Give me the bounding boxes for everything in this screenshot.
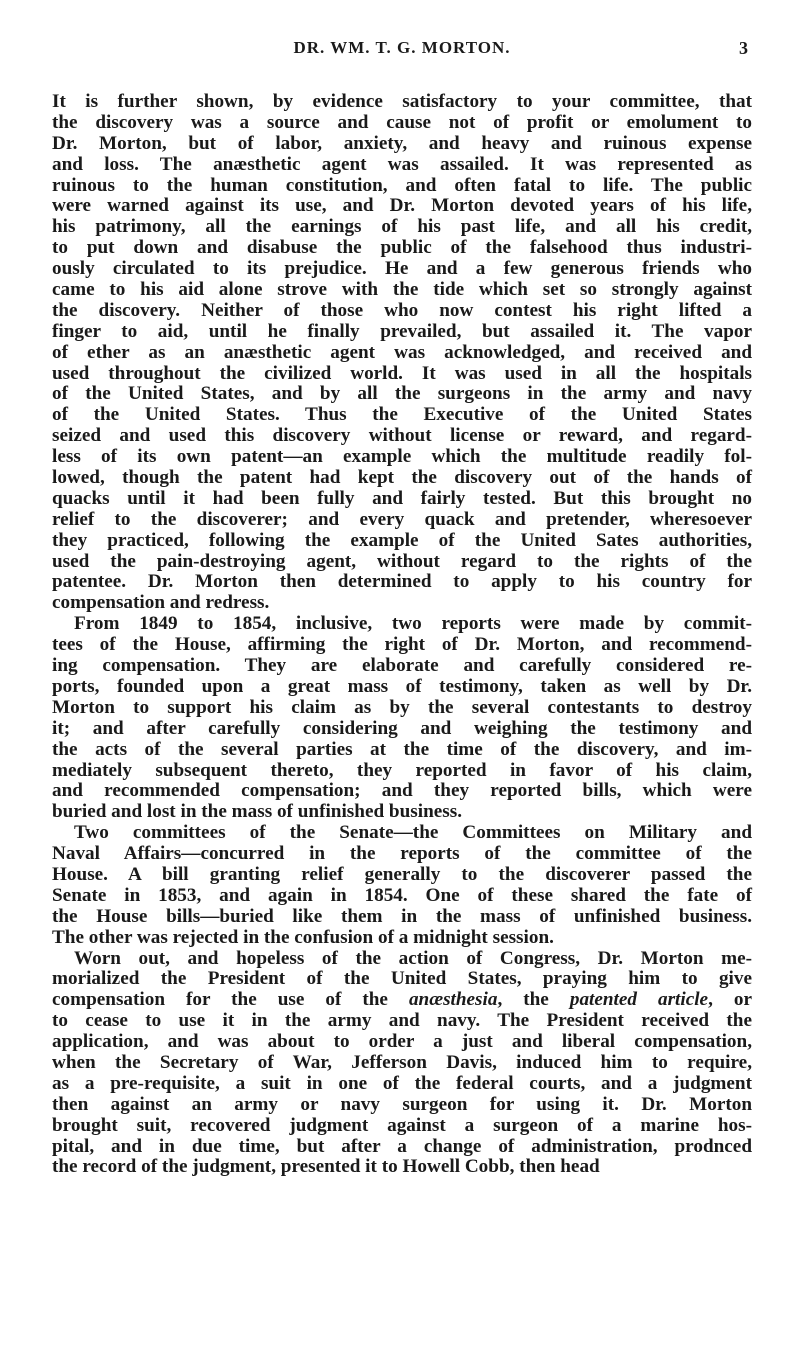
text-line: then against an army or navy surgeon for using it. Dr. Morton — [52, 1093, 752, 1115]
text-line: lowed, though the patent had kept the discovery out of the hands of — [52, 467, 752, 489]
text-line: From 1849 to 1854, inclusive, two reports were made by commit- — [74, 613, 752, 635]
text-line: used throughout the civilized world. It was used in all the hospitals — [52, 362, 752, 384]
text-line: patentee. Dr. Morton then determined to apply to his country for — [52, 571, 752, 593]
text-line: quacks until it had been fully and fairly tested. But this brought no — [52, 487, 752, 509]
text-line: the House bills—buried like them in the mass of unfinished business. — [52, 905, 752, 927]
text-line: to put down and disabuse the public of the falsehood thus industri- — [52, 237, 752, 259]
italic-term: anæsthesia — [408, 989, 498, 1011]
page-number: 3 — [739, 38, 748, 58]
text-line: The other was rejected in the confusion of a midnight session. — [52, 926, 554, 948]
text-line: finger to aid, until he finally prevailed, but assailed it. The vapor — [52, 320, 752, 342]
text-line: Dr. Morton, but of labor, anxiety, and heavy and ruinous expense — [52, 132, 752, 154]
text-line: his patrimony, all the earnings of his past life, and all his credit, — [52, 216, 752, 238]
text-line: Senate in 1853, and again in 1854. One of these shared the fate of — [52, 884, 752, 906]
body-text — [52, 92, 752, 1178]
text-line: as a pre-requisite, a suit in one of the federal courts, and a judgment — [52, 1072, 752, 1094]
text-line: ing compensation. They are elaborate and carefully considered re- — [52, 655, 752, 677]
text-line: less of its own patent—an example which the multitude readily fol- — [52, 446, 752, 468]
text-line: morialized the President of the United States, praying him to give — [52, 968, 752, 990]
page-header — [52, 38, 752, 66]
text-line: ously circulated to its prejudice. He and a few generous friends who — [52, 258, 752, 280]
text-line: application, and was about to order a just and liberal compensation, — [52, 1031, 752, 1053]
text-line: of the United States, and by all the surgeons in the army and navy — [52, 383, 752, 405]
text-line: used the pain-destroying agent, without regard to the rights of the — [52, 550, 752, 572]
paragraph — [52, 949, 752, 1179]
text-line: ruinous to the human constitution, and often fatal to life. The public — [52, 174, 752, 196]
text-line: came to his aid alone strove with the tide which set so strongly against — [52, 279, 752, 301]
text-line: the record of the judgment, presented it to Howell Cobb, then head — [52, 1156, 600, 1178]
text-line: the acts of the several parties at the time of the discovery, and im- — [52, 738, 752, 760]
text-line: Worn out, and hopeless of the action of Congress, Dr. Morton me- — [74, 947, 752, 969]
text-line: brought suit, recovered judgment against a surgeon of a marine hos- — [52, 1114, 752, 1136]
text-line: seized and used this discovery without license or reward, and regard- — [52, 425, 752, 447]
text-line: Two committees of the Senate—the Committees on Military and — [74, 822, 752, 844]
text-line: and recommended compensation; and they reported bills, which were — [52, 780, 752, 802]
text-line: to cease to use it in the army and navy. The President received the — [52, 1010, 752, 1032]
text-line: relief to the discoverer; and every quack and pretender, wheresoever — [52, 508, 752, 530]
text-line: and loss. The anæsthetic agent was assailed. It was represented as — [52, 153, 752, 175]
text-line: compensation for the use of the anæsthesia, the patented article, or — [52, 989, 753, 1011]
text-line: the discovery. Neither of those who now contest his right lifted a — [52, 299, 752, 321]
text-line: were warned against its use, and Dr. Morton devoted years of his life, — [52, 195, 752, 217]
text-line: Morton to support his claim as by the several contestants to destroy — [52, 696, 752, 718]
text-line: it; and after carefully considering and weighing the testimony and — [52, 717, 752, 739]
paragraph — [52, 823, 752, 948]
text-line: of ether as an anæsthetic agent was acknowledged, and received and — [52, 341, 752, 363]
text-line: tees of the House, affirming the right of Dr. Morton, and recommend- — [52, 634, 752, 656]
text-line: compensation and redress. — [52, 592, 270, 614]
text-line: pital, and in due time, but after a change of administration, prodnced — [52, 1135, 752, 1157]
text-line: mediately subsequent thereto, they reported in favor of his claim, — [52, 759, 752, 781]
text-line: of the United States. Thus the Executive of the United States — [52, 404, 752, 426]
paragraph — [52, 614, 752, 823]
text-line: when the Secretary of War, Jefferson Davis, induced him to require, — [52, 1051, 752, 1073]
text-line: It is further shown, by evidence satisfactory to your committee, that — [52, 91, 752, 112]
text-line: buried and lost in the mass of unfinished business. — [52, 801, 462, 823]
text-line: they practiced, following the example of the United Sates authorities, — [52, 529, 752, 551]
text-line: House. A bill granting relief generally to the discoverer passed the — [52, 863, 752, 885]
italic-term: patented article — [569, 989, 709, 1011]
text-line: the discovery was a source and cause not of profit or emolument to — [52, 111, 752, 133]
running-head: DR. WM. T. G. MORTON. — [293, 38, 511, 57]
text-line: ports, founded upon a great mass of testimony, taken as well by Dr. — [52, 675, 752, 697]
paragraph — [52, 92, 752, 614]
text-line: Naval Affairs—concurred in the reports of the committee of the — [52, 843, 752, 865]
